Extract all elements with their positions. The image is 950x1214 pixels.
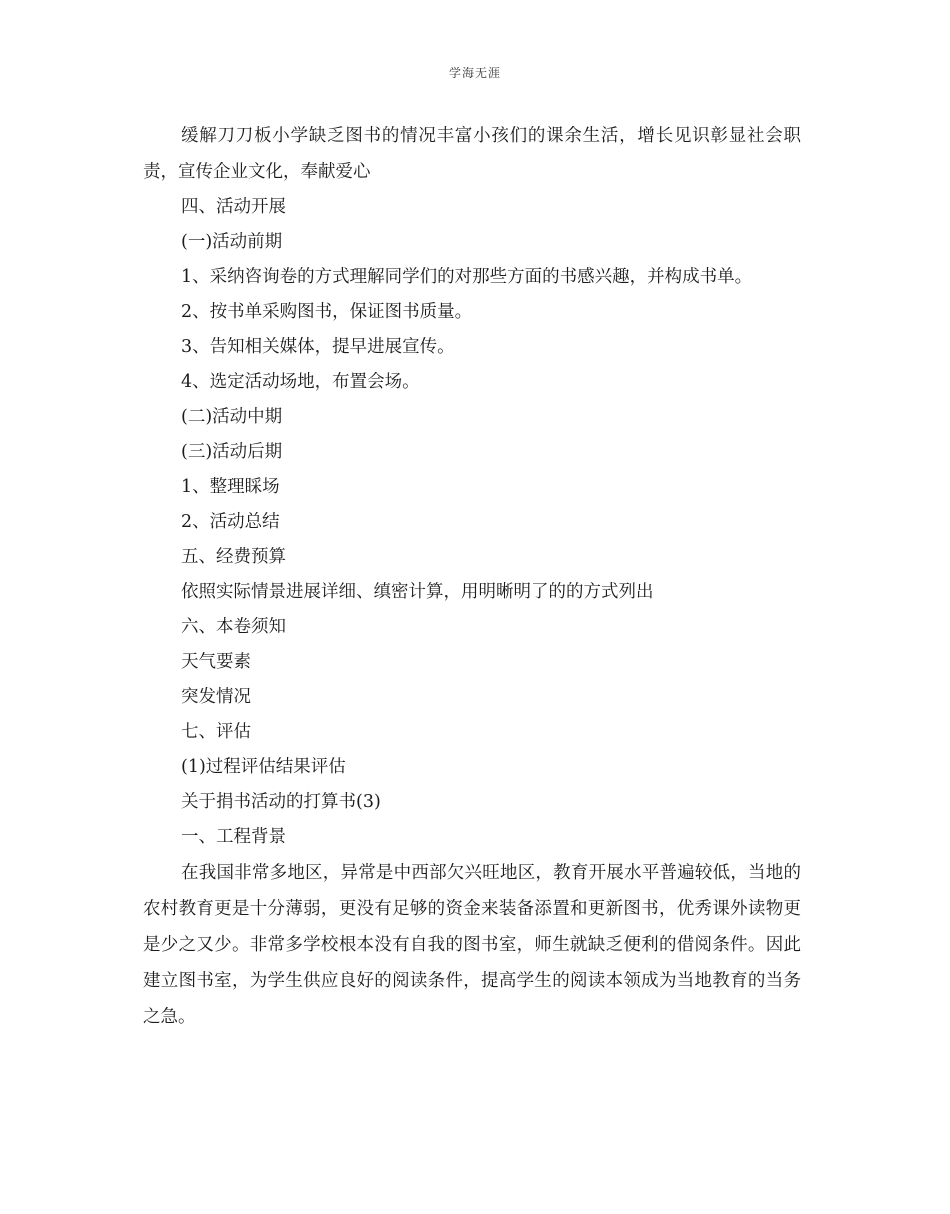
list-item: 1、采纳咨询卷的方式理解同学们的对那些方面的书感兴趣，并构成书单。 (181, 267, 753, 287)
budget-text: 依照实际情景进展详细、缜密计算，用明晰明了的的方式列出 (181, 582, 654, 602)
paragraph-intro: 缓解刀刀板小学缺乏图书的情况丰富小孩们的课余生活，增长见识彰显社会职责，宣传企业文化，奉献爱心 (143, 126, 801, 182)
page-header: 学海无涯 (448, 66, 501, 80)
list-item: 3、告知相关媒体，提早进展宣传。 (181, 337, 455, 357)
evaluation-item: (1)过程评估结果评估 (181, 757, 346, 777)
document-body (143, 118, 803, 1035)
paragraph-background: 在我国非常多地区，异常是中西部欠兴旺地区，教育开展水平普遍较低，当地的农村教育更是十分薄弱，更没有足够的资金来装备添置和更新图书，优秀课外读物更是少之又少。非常多学校根本没有自我的图书室，师生就缺乏便利的借阅条件。因此建立图书室，为学生供应良好的阅读条件，提高学生的阅读本领成为当地教育的当务之急。 (143, 863, 801, 1027)
list-item: 2、按书单采购图书，保证图书质量。 (181, 302, 473, 322)
subheading-pre-activity: (一)活动前期 (181, 232, 283, 252)
heading-project-background: 一、工程背景 (181, 827, 286, 847)
list-item: 2、活动总结 (181, 512, 280, 532)
list-item: 1、整理睬场 (181, 477, 280, 497)
note-item: 天气要素 (181, 652, 251, 672)
section-title: 关于捐书活动的打算书(3) (181, 792, 381, 812)
subheading-mid-activity: (二)活动中期 (181, 407, 283, 427)
note-item: 突发情况 (181, 687, 251, 707)
subheading-post-activity: (三)活动后期 (181, 442, 283, 462)
heading-activity-launch: 四、活动开展 (181, 197, 286, 217)
list-item: 4、选定活动场地，布置会场。 (181, 372, 420, 392)
heading-budget: 五、经费预算 (181, 547, 286, 567)
heading-evaluation: 七、评估 (181, 722, 251, 742)
heading-notes: 六、本卷须知 (181, 617, 286, 637)
